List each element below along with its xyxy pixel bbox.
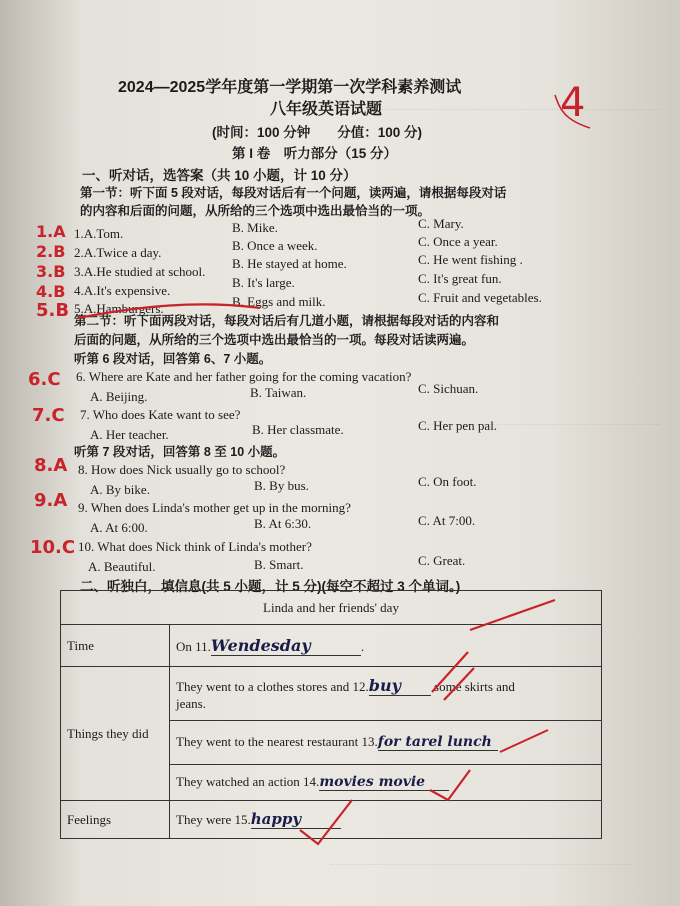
option-b: B. By bus. bbox=[254, 478, 309, 493]
answer-mark: 5.B bbox=[36, 300, 70, 321]
option-b: B. Her classmate. bbox=[252, 422, 344, 437]
section1-part1-line2: 的内容和后面的问题，从所给的三个选项中选出最恰当的一项。 bbox=[80, 204, 431, 218]
tick-mark-14 bbox=[430, 770, 470, 800]
things-text-2: They went to the nearest restaurant 13. bbox=[176, 734, 378, 749]
section1-part2-line1: 第二节：听下面两段对话，每段对话后有几道小题，请根据每段对话的内容和 bbox=[74, 314, 500, 328]
answer-mark: 2.B bbox=[36, 242, 66, 261]
answer-14: movies movie bbox=[319, 774, 426, 790]
section1-part1-line1: 第一节：听下面 5 段对话，每段对话后有一个问题，读两遍，请根据每段对话 bbox=[80, 186, 507, 200]
answer-mark: 4.B bbox=[36, 282, 66, 301]
question-6: 6. Where are Kate and her father going for the coming vacation? bbox=[76, 369, 412, 384]
option-a: 3.A.He studied at school. bbox=[74, 264, 206, 279]
answer-mark: 1.A bbox=[36, 222, 66, 241]
feelings-label: Feelings bbox=[61, 801, 170, 839]
question-8: 8. How does Nick usually go to school? bbox=[78, 462, 286, 477]
answer-13: for tarel lunch bbox=[377, 734, 492, 750]
option-a: A. Beautiful. bbox=[88, 559, 156, 574]
tick-mark-13 bbox=[500, 730, 548, 752]
exam-meta: (时间：100 分钟 分值：100 分) bbox=[212, 125, 423, 140]
things-text-3: They watched an action 14. bbox=[176, 774, 320, 789]
option-c: C. At 7:00. bbox=[418, 513, 476, 528]
answer-12: buy bbox=[368, 675, 401, 695]
feelings-text: They were 15. bbox=[176, 812, 251, 827]
option-a: A. Beijing. bbox=[90, 389, 148, 404]
answer-mark: 3.B bbox=[36, 262, 66, 281]
cross-mark-12 bbox=[432, 652, 474, 700]
question-7: 7. Who does Kate want to see? bbox=[80, 407, 241, 422]
option-b: B. At 6:30. bbox=[254, 516, 312, 531]
option-c: C. It's great fun. bbox=[418, 271, 502, 286]
option-b: B. Mike. bbox=[232, 220, 278, 235]
option-c: C. He went fishing . bbox=[418, 252, 523, 267]
exam-subject: 八年级英语试题 bbox=[270, 101, 383, 118]
option-c: C. Mary. bbox=[418, 216, 464, 231]
section2-title: 二、听独白，填信息(共 5 小题，计 5 分)(每空不超过 3 个单词。) bbox=[80, 579, 461, 594]
things-text-1b: some skirts and bbox=[434, 678, 515, 694]
things-text-1a: They went to a clothes stores and 12. bbox=[176, 678, 369, 694]
option-b: B. Smart. bbox=[254, 557, 304, 572]
answer-15: happy bbox=[250, 810, 302, 828]
tick-mark-15 bbox=[300, 600, 555, 844]
option-a: 4.A.It's expensive. bbox=[74, 283, 171, 298]
option-c: C. Sichuan. bbox=[418, 381, 479, 396]
option-b: B. Once a week. bbox=[232, 238, 318, 253]
time-label: Time bbox=[61, 625, 170, 667]
time-text: On 11. bbox=[176, 638, 211, 654]
answer-mark: 8.A bbox=[34, 455, 68, 476]
option-a: A. At 6:00. bbox=[90, 520, 148, 535]
answer-11: Wendesday bbox=[210, 635, 311, 655]
option-a: 5.A.Hamburgers. bbox=[74, 301, 164, 316]
option-b: B. Eggs and milk. bbox=[232, 294, 326, 309]
option-c: C. Great. bbox=[418, 553, 466, 568]
dialog6-intro: 听第 6 段对话，回答第 6、7 小题。 bbox=[74, 352, 272, 366]
time-cell: On 11.Wendesday . bbox=[170, 625, 602, 667]
answer-mark: 10.C bbox=[30, 537, 76, 558]
answer-mark: 6.C bbox=[28, 369, 61, 390]
red-underline-stroke bbox=[78, 304, 260, 318]
option-a: A. By bike. bbox=[90, 482, 150, 497]
question-10: 10. What does Nick think of Linda's mother? bbox=[78, 539, 312, 554]
option-b: B. It's large. bbox=[232, 275, 295, 290]
exam-volume: 第 I 卷 听力部分（15 分） bbox=[232, 146, 398, 161]
score-mark: 4 bbox=[560, 80, 586, 126]
things-text-1c: jeans. bbox=[176, 695, 206, 711]
option-c: C. Her pen pal. bbox=[418, 418, 498, 433]
option-c: C. Once a year. bbox=[418, 234, 498, 249]
answer-mark: 9.A bbox=[34, 490, 68, 511]
exam-title: 2024—2025学年度第一学期第一次学科素养测试 bbox=[118, 79, 462, 96]
section1-title: 一、听对话，选答案（共 10 小题，计 10 分） bbox=[82, 168, 357, 183]
option-b: B. Taiwan. bbox=[250, 385, 307, 400]
option-a: 1.A.Tom. bbox=[74, 226, 124, 241]
answer-mark: 7.C bbox=[32, 405, 65, 426]
question-9: 9. When does Linda's mother get up in the morning? bbox=[78, 500, 351, 515]
option-b: B. He stayed at home. bbox=[232, 256, 347, 271]
option-c: C. On foot. bbox=[418, 474, 477, 489]
dialog7-intro: 听第 7 段对话，回答第 8 至 10 小题。 bbox=[74, 445, 286, 459]
option-a: 2.A.Twice a day. bbox=[74, 245, 162, 260]
things-label: Things they did bbox=[61, 667, 170, 801]
option-c: C. Fruit and vegetables. bbox=[418, 290, 542, 305]
table-title: Linda and her friends' day bbox=[61, 591, 602, 625]
option-a: A. Her teacher. bbox=[90, 427, 169, 442]
section1-part2-line2: 后面的问题，从所给的三个选项中选出最恰当的一项。每段对话读两遍。 bbox=[74, 333, 475, 347]
